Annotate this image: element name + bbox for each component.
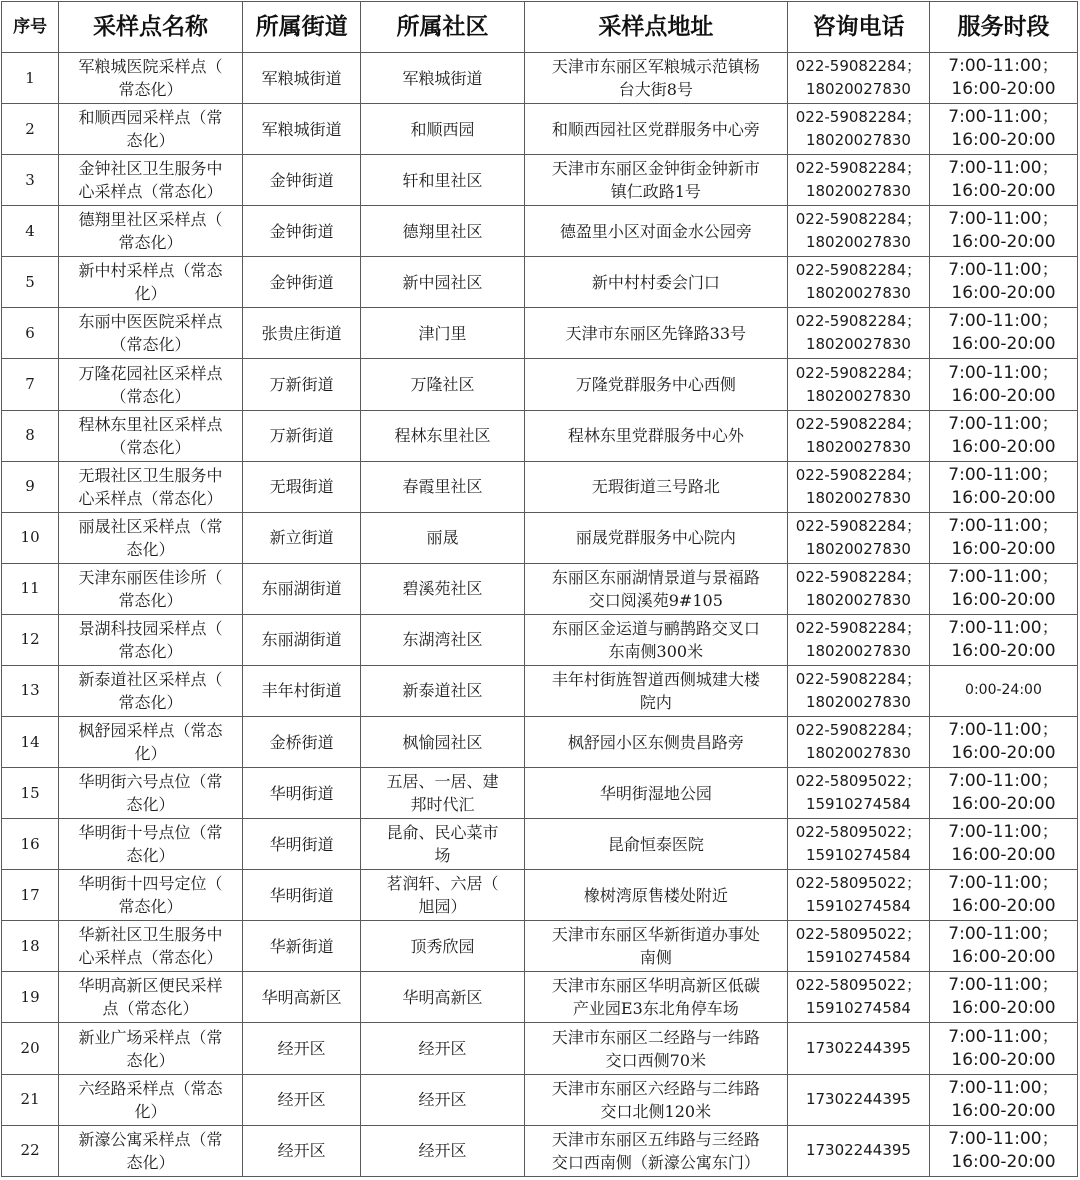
cell-index: 3 bbox=[2, 155, 59, 206]
header-street: 所属街道 bbox=[242, 2, 360, 53]
cell-street: 万新街道 bbox=[242, 359, 360, 410]
cell-site-name: 华明街十号点位（常 态化） bbox=[59, 819, 243, 870]
table-row bbox=[2, 155, 1078, 206]
cell-index: 11 bbox=[2, 563, 59, 614]
cell-street: 金桥街道 bbox=[242, 717, 360, 768]
cell-address: 天津市东丽区华明高新区低碳 产业园E3东北角停车场 bbox=[524, 972, 787, 1023]
cell-index: 15 bbox=[2, 768, 59, 819]
cell-community: 五居、一居、建 邦时代汇 bbox=[361, 768, 524, 819]
cell-address: 和顺西园社区党群服务中心旁 bbox=[524, 104, 787, 155]
cell-index: 2 bbox=[2, 104, 59, 155]
cell-site-name: 华明街十四号定位（ 常态化） bbox=[59, 870, 243, 921]
table-row bbox=[2, 819, 1078, 870]
cell-street: 华明街道 bbox=[242, 819, 360, 870]
cell-index: 9 bbox=[2, 461, 59, 512]
cell-street: 无瑕街道 bbox=[242, 461, 360, 512]
cell-phone: 022-59082284； 18020027830 bbox=[788, 717, 930, 768]
table-row bbox=[2, 1125, 1078, 1176]
cell-hours: 7:00-11:00； 16:00-20:00 bbox=[929, 819, 1077, 870]
cell-hours: 7:00-11:00； 16:00-20:00 bbox=[929, 410, 1077, 461]
cell-site-name: 无瑕社区卫生服务中 心采样点（常态化） bbox=[59, 461, 243, 512]
cell-index: 21 bbox=[2, 1074, 59, 1125]
cell-site-name: 丽晟社区采样点（常 态化） bbox=[59, 512, 243, 563]
cell-hours: 7:00-11:00； 16:00-20:00 bbox=[929, 257, 1077, 308]
cell-address: 丰年村街旌智道西侧城建大楼 院内 bbox=[524, 665, 787, 716]
cell-community: 军粮城街道 bbox=[361, 53, 524, 104]
cell-site-name: 华明街六号点位（常 态化） bbox=[59, 768, 243, 819]
cell-site-name: 景湖科技园采样点（ 常态化） bbox=[59, 614, 243, 665]
cell-address: 德盈里小区对面金水公园旁 bbox=[524, 206, 787, 257]
cell-hours: 7:00-11:00； 16:00-20:00 bbox=[929, 104, 1077, 155]
cell-hours: 7:00-11:00； 16:00-20:00 bbox=[929, 972, 1077, 1023]
cell-hours: 7:00-11:00； 16:00-20:00 bbox=[929, 53, 1077, 104]
table-row bbox=[2, 308, 1078, 359]
table-row bbox=[2, 870, 1078, 921]
cell-index: 14 bbox=[2, 717, 59, 768]
cell-street: 金钟街道 bbox=[242, 257, 360, 308]
cell-address: 橡树湾原售楼处附近 bbox=[524, 870, 787, 921]
table-row bbox=[2, 257, 1078, 308]
cell-street: 东丽湖街道 bbox=[242, 614, 360, 665]
cell-index: 20 bbox=[2, 1023, 59, 1074]
cell-community: 万隆社区 bbox=[361, 359, 524, 410]
cell-street: 经开区 bbox=[242, 1125, 360, 1176]
cell-phone: 022-59082284； 18020027830 bbox=[788, 614, 930, 665]
cell-phone: 022-59082284； 18020027830 bbox=[788, 512, 930, 563]
cell-street: 新立街道 bbox=[242, 512, 360, 563]
cell-index: 1 bbox=[2, 53, 59, 104]
cell-site-name: 军粮城医院采样点（ 常态化） bbox=[59, 53, 243, 104]
cell-phone: 022-58095022； 15910274584 bbox=[788, 972, 930, 1023]
cell-phone: 17302244395 bbox=[788, 1125, 930, 1176]
cell-address: 丽晟党群服务中心院内 bbox=[524, 512, 787, 563]
table-row bbox=[2, 1023, 1078, 1074]
cell-site-name: 新濠公寓采样点（常 态化） bbox=[59, 1125, 243, 1176]
cell-phone: 17302244395 bbox=[788, 1074, 930, 1125]
cell-address: 万隆党群服务中心西侧 bbox=[524, 359, 787, 410]
table-row bbox=[2, 768, 1078, 819]
cell-index: 8 bbox=[2, 410, 59, 461]
cell-street: 丰年村街道 bbox=[242, 665, 360, 716]
cell-phone: 022-59082284； 18020027830 bbox=[788, 257, 930, 308]
cell-index: 18 bbox=[2, 921, 59, 972]
cell-phone: 022-59082284； 18020027830 bbox=[788, 308, 930, 359]
cell-address: 天津市东丽区华新街道办事处 南侧 bbox=[524, 921, 787, 972]
cell-street: 军粮城街道 bbox=[242, 104, 360, 155]
table-row bbox=[2, 563, 1078, 614]
header-community: 所属社区 bbox=[361, 2, 524, 53]
cell-street: 华新街道 bbox=[242, 921, 360, 972]
header-row bbox=[2, 2, 1078, 53]
table-row bbox=[2, 921, 1078, 972]
cell-phone: 022-59082284； 18020027830 bbox=[788, 359, 930, 410]
cell-hours: 7:00-11:00； 16:00-20:00 bbox=[929, 206, 1077, 257]
cell-street: 华明高新区 bbox=[242, 972, 360, 1023]
cell-hours: 7:00-11:00； 16:00-20:00 bbox=[929, 870, 1077, 921]
cell-community: 新泰道社区 bbox=[361, 665, 524, 716]
cell-address: 昆俞恒泰医院 bbox=[524, 819, 787, 870]
cell-index: 7 bbox=[2, 359, 59, 410]
cell-site-name: 万隆花园社区采样点 （常态化） bbox=[59, 359, 243, 410]
cell-community: 轩和里社区 bbox=[361, 155, 524, 206]
cell-index: 19 bbox=[2, 972, 59, 1023]
cell-hours: 0:00-24:00 bbox=[929, 665, 1077, 716]
cell-community: 昆俞、民心菜市 场 bbox=[361, 819, 524, 870]
cell-street: 华明街道 bbox=[242, 870, 360, 921]
cell-community: 经开区 bbox=[361, 1125, 524, 1176]
table-row bbox=[2, 717, 1078, 768]
cell-index: 17 bbox=[2, 870, 59, 921]
cell-address: 程林东里党群服务中心外 bbox=[524, 410, 787, 461]
cell-site-name: 金钟社区卫生服务中 心采样点（常态化） bbox=[59, 155, 243, 206]
table-row bbox=[2, 206, 1078, 257]
header-index: 序号 bbox=[2, 2, 59, 53]
cell-site-name: 六经路采样点（常态 化） bbox=[59, 1074, 243, 1125]
header-address: 采样点地址 bbox=[524, 2, 787, 53]
cell-site-name: 枫舒园采样点（常态 化） bbox=[59, 717, 243, 768]
cell-hours: 7:00-11:00； 16:00-20:00 bbox=[929, 308, 1077, 359]
cell-community: 顶秀欣园 bbox=[361, 921, 524, 972]
cell-address: 天津市东丽区二经路与一纬路 交口西侧70米 bbox=[524, 1023, 787, 1074]
table-row bbox=[2, 1074, 1078, 1125]
cell-phone: 022-59082284； 18020027830 bbox=[788, 155, 930, 206]
cell-community: 新中园社区 bbox=[361, 257, 524, 308]
cell-site-name: 华新社区卫生服务中 心采样点（常态化） bbox=[59, 921, 243, 972]
cell-address: 无瑕街道三号路北 bbox=[524, 461, 787, 512]
cell-site-name: 天津东丽医佳诊所（ 常态化） bbox=[59, 563, 243, 614]
cell-address: 新中村村委会门口 bbox=[524, 257, 787, 308]
cell-address: 东丽区金运道与鹂鹊路交叉口 东南侧300米 bbox=[524, 614, 787, 665]
cell-index: 6 bbox=[2, 308, 59, 359]
cell-community: 德翔里社区 bbox=[361, 206, 524, 257]
table-row bbox=[2, 53, 1078, 104]
cell-street: 军粮城街道 bbox=[242, 53, 360, 104]
cell-address: 枫舒园小区东侧贵昌路旁 bbox=[524, 717, 787, 768]
cell-phone: 022-59082284； 18020027830 bbox=[788, 53, 930, 104]
cell-phone: 022-58095022； 15910274584 bbox=[788, 921, 930, 972]
cell-site-name: 和顺西园采样点（常 态化） bbox=[59, 104, 243, 155]
table-row bbox=[2, 104, 1078, 155]
cell-street: 经开区 bbox=[242, 1074, 360, 1125]
cell-street: 金钟街道 bbox=[242, 155, 360, 206]
cell-community: 和顺西园 bbox=[361, 104, 524, 155]
cell-phone: 022-59082284； 18020027830 bbox=[788, 461, 930, 512]
cell-street: 金钟街道 bbox=[242, 206, 360, 257]
cell-street: 华明街道 bbox=[242, 768, 360, 819]
cell-hours: 7:00-11:00； 16:00-20:00 bbox=[929, 359, 1077, 410]
cell-hours: 7:00-11:00； 16:00-20:00 bbox=[929, 614, 1077, 665]
cell-site-name: 新中村采样点（常态 化） bbox=[59, 257, 243, 308]
cell-site-name: 华明高新区便民采样 点（常态化） bbox=[59, 972, 243, 1023]
cell-index: 12 bbox=[2, 614, 59, 665]
table-row bbox=[2, 972, 1078, 1023]
cell-site-name: 新泰道社区采样点（ 常态化） bbox=[59, 665, 243, 716]
cell-community: 东湖湾社区 bbox=[361, 614, 524, 665]
cell-index: 4 bbox=[2, 206, 59, 257]
table-row bbox=[2, 359, 1078, 410]
cell-community: 丽晟 bbox=[361, 512, 524, 563]
cell-phone: 022-59082284； 18020027830 bbox=[788, 206, 930, 257]
table-row bbox=[2, 665, 1078, 716]
cell-index: 5 bbox=[2, 257, 59, 308]
cell-street: 万新街道 bbox=[242, 410, 360, 461]
cell-hours: 7:00-11:00； 16:00-20:00 bbox=[929, 1074, 1077, 1125]
table-row bbox=[2, 410, 1078, 461]
cell-community: 经开区 bbox=[361, 1074, 524, 1125]
cell-community: 春霞里社区 bbox=[361, 461, 524, 512]
cell-phone: 17302244395 bbox=[788, 1023, 930, 1074]
cell-hours: 7:00-11:00； 16:00-20:00 bbox=[929, 512, 1077, 563]
table-row bbox=[2, 512, 1078, 563]
cell-site-name: 德翔里社区采样点（ 常态化） bbox=[59, 206, 243, 257]
cell-address: 东丽区东丽湖情景道与景福路 交口阅溪苑9#105 bbox=[524, 563, 787, 614]
cell-address: 天津市东丽区五纬路与三经路 交口西南侧（新濠公寓东门） bbox=[524, 1125, 787, 1176]
cell-community: 碧溪苑社区 bbox=[361, 563, 524, 614]
cell-phone: 022-58095022； 15910274584 bbox=[788, 768, 930, 819]
cell-hours: 7:00-11:00； 16:00-20:00 bbox=[929, 921, 1077, 972]
header-phone: 咨询电话 bbox=[788, 2, 930, 53]
cell-address: 天津市东丽区六经路与二纬路 交口北侧120米 bbox=[524, 1074, 787, 1125]
cell-hours: 7:00-11:00； 16:00-20:00 bbox=[929, 1125, 1077, 1176]
header-hours: 服务时段 bbox=[929, 2, 1077, 53]
cell-hours: 7:00-11:00； 16:00-20:00 bbox=[929, 768, 1077, 819]
cell-index: 16 bbox=[2, 819, 59, 870]
cell-address: 天津市东丽区金钟街金钟新市 镇仁政路1号 bbox=[524, 155, 787, 206]
cell-phone: 022-58095022； 15910274584 bbox=[788, 870, 930, 921]
table-row bbox=[2, 461, 1078, 512]
cell-hours: 7:00-11:00； 16:00-20:00 bbox=[929, 563, 1077, 614]
cell-hours: 7:00-11:00； 16:00-20:00 bbox=[929, 155, 1077, 206]
cell-street: 张贵庄街道 bbox=[242, 308, 360, 359]
header-site-name: 采样点名称 bbox=[59, 2, 243, 53]
cell-community: 程林东里社区 bbox=[361, 410, 524, 461]
cell-hours: 7:00-11:00； 16:00-20:00 bbox=[929, 1023, 1077, 1074]
cell-phone: 022-59082284； 18020027830 bbox=[788, 563, 930, 614]
cell-community: 茗润轩、六居（ 旭园） bbox=[361, 870, 524, 921]
cell-index: 13 bbox=[2, 665, 59, 716]
cell-community: 津门里 bbox=[361, 308, 524, 359]
cell-site-name: 程林东里社区采样点 （常态化） bbox=[59, 410, 243, 461]
cell-phone: 022-59082284； 18020027830 bbox=[788, 104, 930, 155]
cell-community: 经开区 bbox=[361, 1023, 524, 1074]
sampling-points-table bbox=[1, 1, 1078, 1177]
cell-site-name: 新业广场采样点（常 态化） bbox=[59, 1023, 243, 1074]
cell-index: 22 bbox=[2, 1125, 59, 1176]
cell-index: 10 bbox=[2, 512, 59, 563]
cell-phone: 022-58095022； 15910274584 bbox=[788, 819, 930, 870]
cell-street: 东丽湖街道 bbox=[242, 563, 360, 614]
cell-phone: 022-59082284； 18020027830 bbox=[788, 665, 930, 716]
cell-community: 华明高新区 bbox=[361, 972, 524, 1023]
cell-hours: 7:00-11:00； 16:00-20:00 bbox=[929, 461, 1077, 512]
cell-hours: 7:00-11:00； 16:00-20:00 bbox=[929, 717, 1077, 768]
cell-street: 经开区 bbox=[242, 1023, 360, 1074]
cell-address: 天津市东丽区先锋路33号 bbox=[524, 308, 787, 359]
cell-address: 天津市东丽区军粮城示范镇杨 台大街8号 bbox=[524, 53, 787, 104]
cell-phone: 022-59082284； 18020027830 bbox=[788, 410, 930, 461]
cell-community: 枫愉园社区 bbox=[361, 717, 524, 768]
table-row bbox=[2, 614, 1078, 665]
cell-site-name: 东丽中医医院采样点 （常态化） bbox=[59, 308, 243, 359]
cell-address: 华明街湿地公园 bbox=[524, 768, 787, 819]
